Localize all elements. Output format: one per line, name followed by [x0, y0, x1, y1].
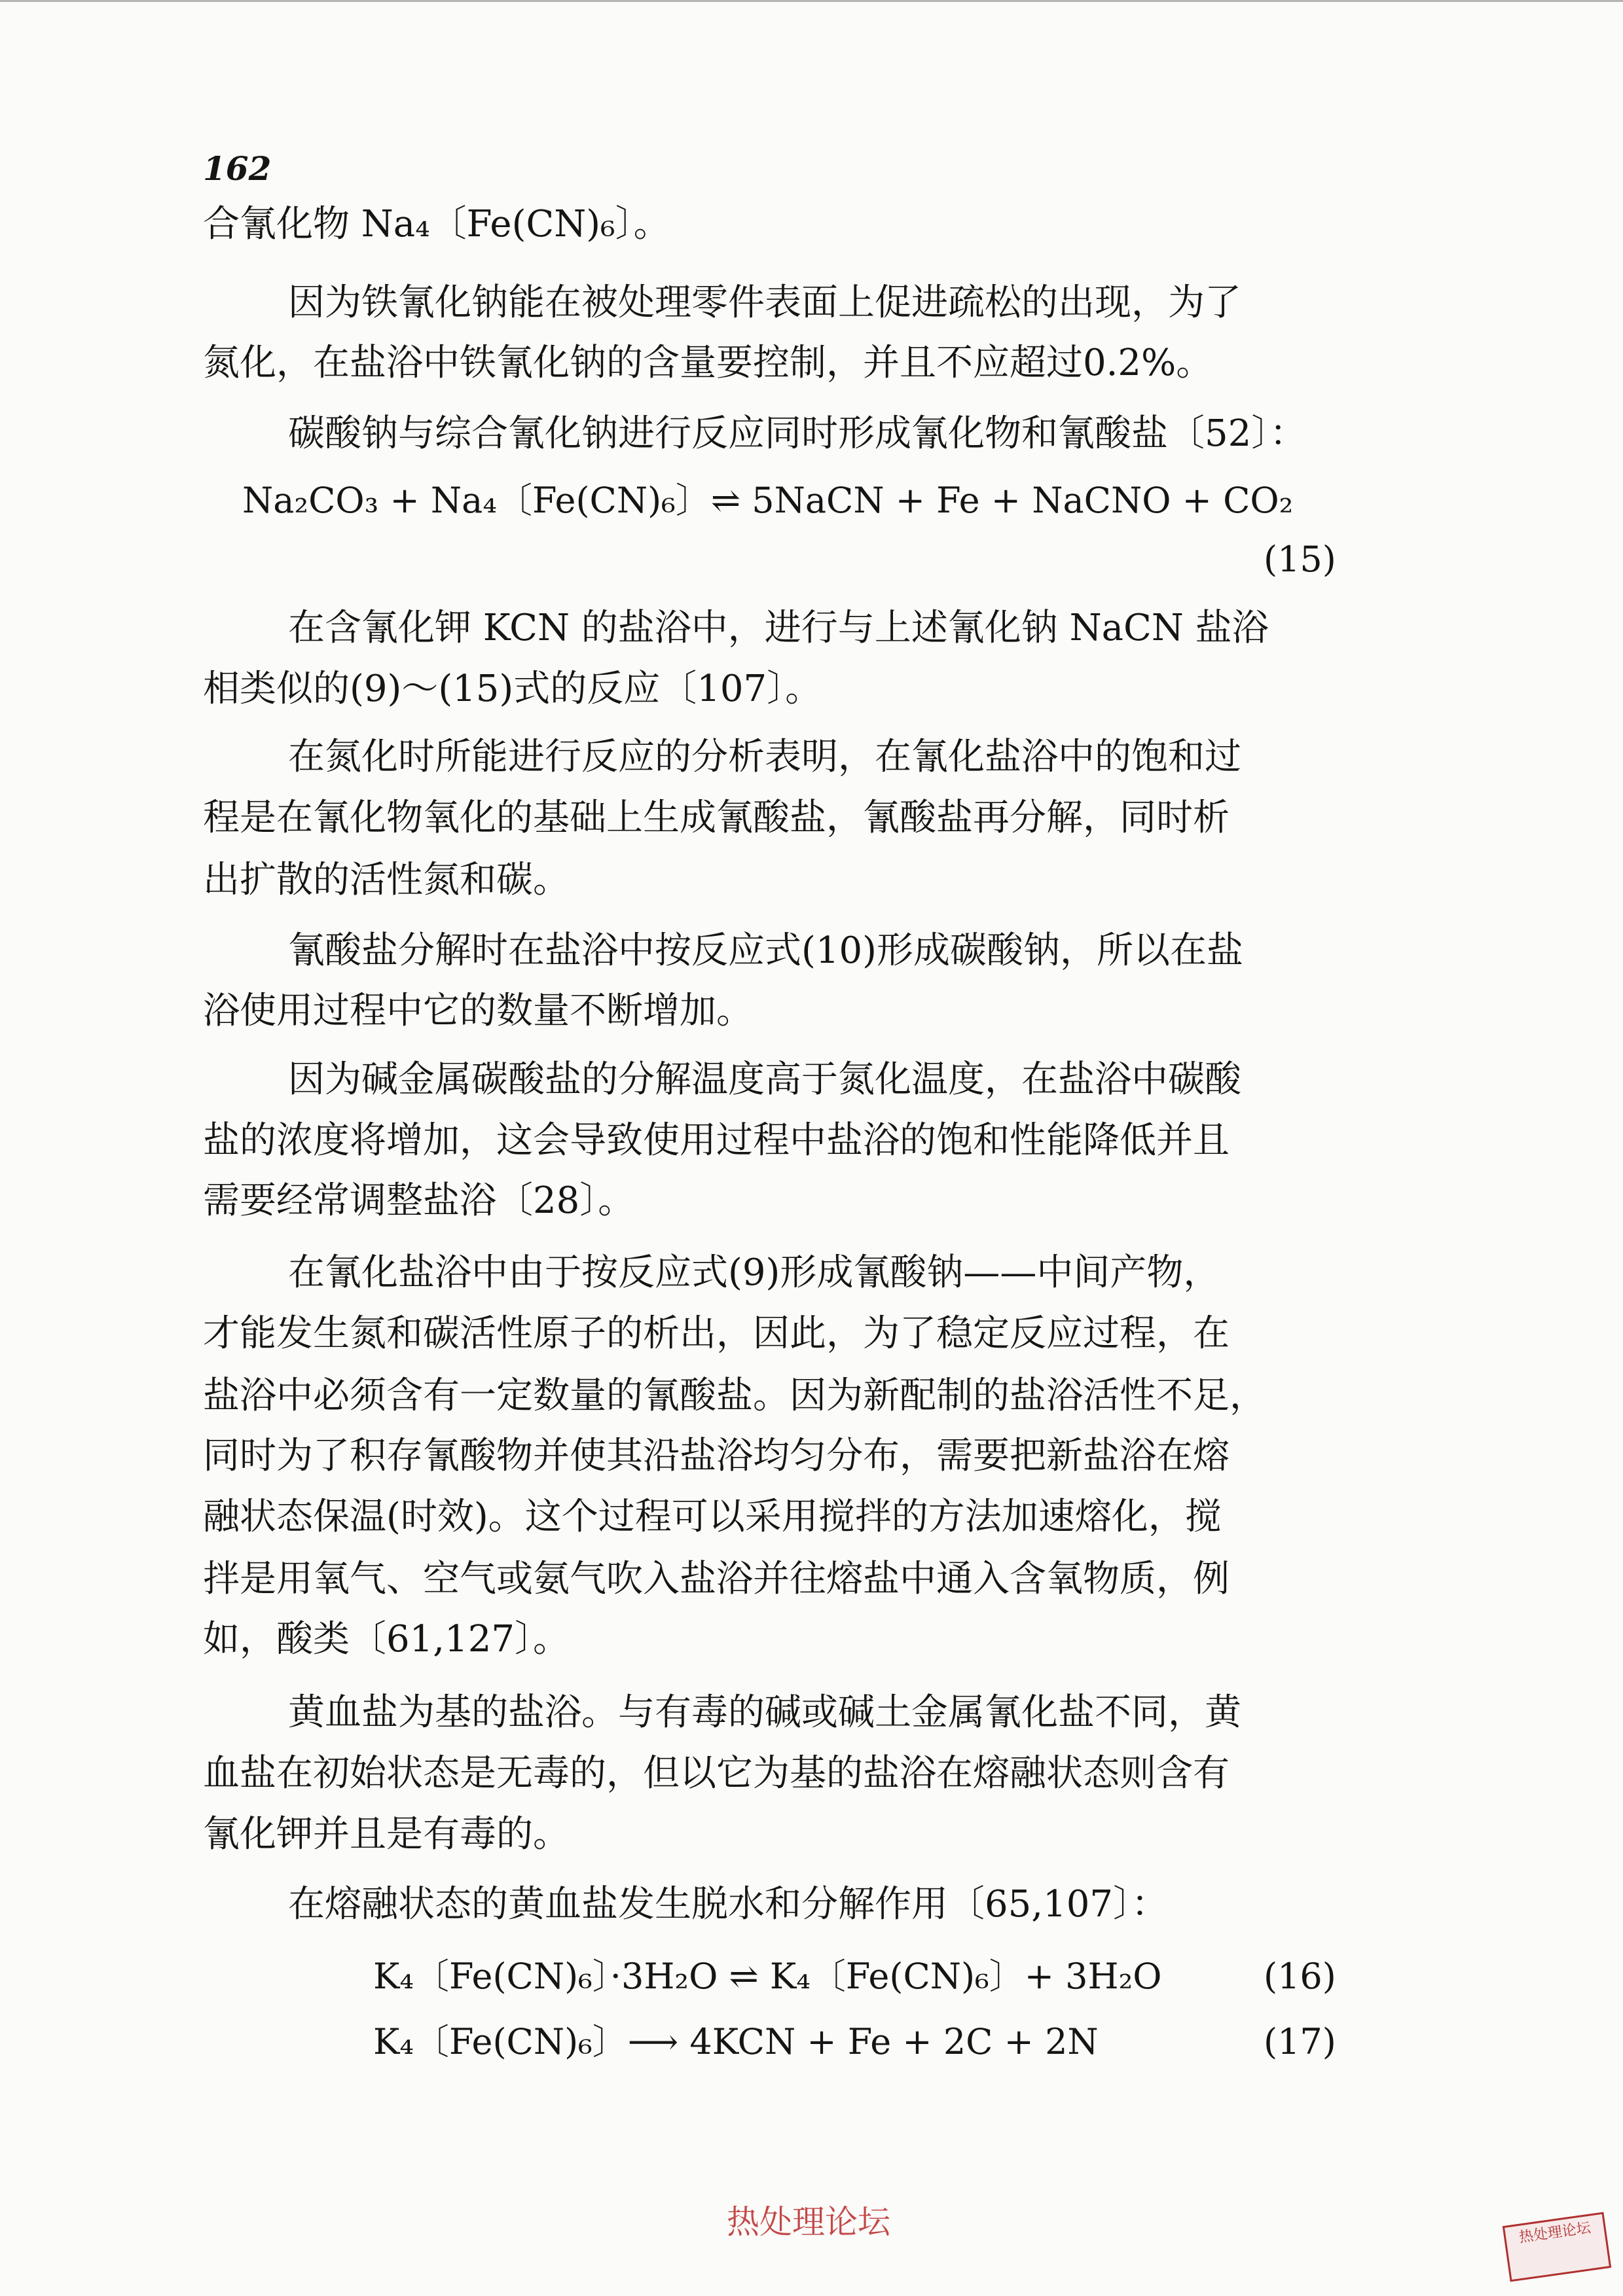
text-line: 氰酸盐分解时在盐浴中按反应式(10)形成碳酸钠，所以在盐	[288, 929, 1243, 972]
equation-15: Na₂CO₃ + Na₄〔Fe(CN)₆〕⇌ 5NaCN + Fe + NaCNO + CO₂	[242, 480, 1294, 521]
equation-17: K₄〔Fe(CN)₆〕⟶ 4KCN + Fe + 2C + 2N	[373, 2021, 1099, 2062]
text-line: 因为铁氰化钠能在被处理零件表面上促进疏松的出现，为了	[288, 281, 1241, 324]
text-line: 在熔融状态的黄血盐发生脱水和分解作用〔65,107〕：	[288, 1883, 1168, 1926]
text-line: 盐浴中必须含有一定数量的氰酸盐。因为新配制的盐浴活性不足，	[203, 1374, 1266, 1417]
text-line: 氰化钾并且是有毒的。	[203, 1813, 570, 1856]
text-line: 合氰化物 Na₄〔Fe(CN)₆〕。	[203, 203, 670, 245]
watermark-text: 热处理论坛	[727, 2203, 890, 2241]
text-line: 出扩散的活性氮和碳。	[203, 859, 570, 901]
text-line: 拌是用氧气、空气或氨气吹入盐浴并往熔盐中通入含氧物质，例	[203, 1558, 1230, 1600]
text-line: 在氰化盐浴中由于按反应式(9)形成氰酸钠——中间产物，	[288, 1251, 1220, 1294]
text-line: 如，酸类〔61,127〕。	[203, 1618, 570, 1660]
text-line: 氮化，在盐浴中铁氰化钠的含量要控制，并且不应超过0.2%。	[203, 342, 1213, 384]
text-line: 才能发生氮和碳活性原子的析出，因此，为了稳定反应过程，在	[203, 1312, 1230, 1355]
equation-16: K₄〔Fe(CN)₆〕·3H₂O ⇌ K₄〔Fe(CN)₆〕+ 3H₂O	[373, 1956, 1162, 1997]
equation-number: (15)	[1264, 539, 1336, 580]
text-line: 在氮化时所能进行反应的分析表明，在氰化盐浴中的饱和过	[288, 736, 1241, 778]
equation-number: (16)	[1264, 1956, 1336, 1997]
text-line: 碳酸钠与综合氰化钠进行反应同时形成氰化物和氰酸盐〔52〕：	[288, 412, 1307, 455]
text-line: 盐的浓度将增加，这会导致使用过程中盐浴的饱和性能降低并且	[203, 1119, 1230, 1162]
text-line: 程是在氰化物氧化的基础上生成氰酸盐，氰酸盐再分解，同时析	[203, 797, 1230, 839]
equation-number: (17)	[1264, 2021, 1336, 2062]
text-line: 浴使用过程中它的数量不断增加。	[203, 990, 753, 1032]
text-line: 相类似的(9)～(15)式的反应〔107〕。	[203, 668, 822, 710]
forum-stamp: 热处理论坛	[1503, 2212, 1611, 2282]
text-line: 黄血盐为基的盐浴。与有毒的碱或碱土金属氰化盐不同，黄	[288, 1691, 1241, 1734]
text-line: 因为碱金属碳酸盐的分解温度高于氮化温度，在盐浴中碳酸	[288, 1058, 1241, 1101]
text-line: 同时为了积存氰酸物并使其沿盐浴均匀分布，需要把新盐浴在熔	[203, 1435, 1230, 1477]
text-line: 在含氰化钾 KCN 的盐浴中，进行与上述氰化钠 NaCN 盐浴	[288, 607, 1269, 649]
top-rule	[0, 0, 1623, 2]
text-line: 需要经常调整盐浴〔28〕。	[203, 1179, 635, 1222]
page-number: 162	[203, 149, 272, 188]
text-line: 血盐在初始状态是无毒的，但以它为基的盐浴在熔融状态则含有	[203, 1752, 1230, 1795]
text-line: 融状态保温(时效)。这个过程可以采用搅拌的方法加速熔化，搅	[203, 1496, 1222, 1538]
